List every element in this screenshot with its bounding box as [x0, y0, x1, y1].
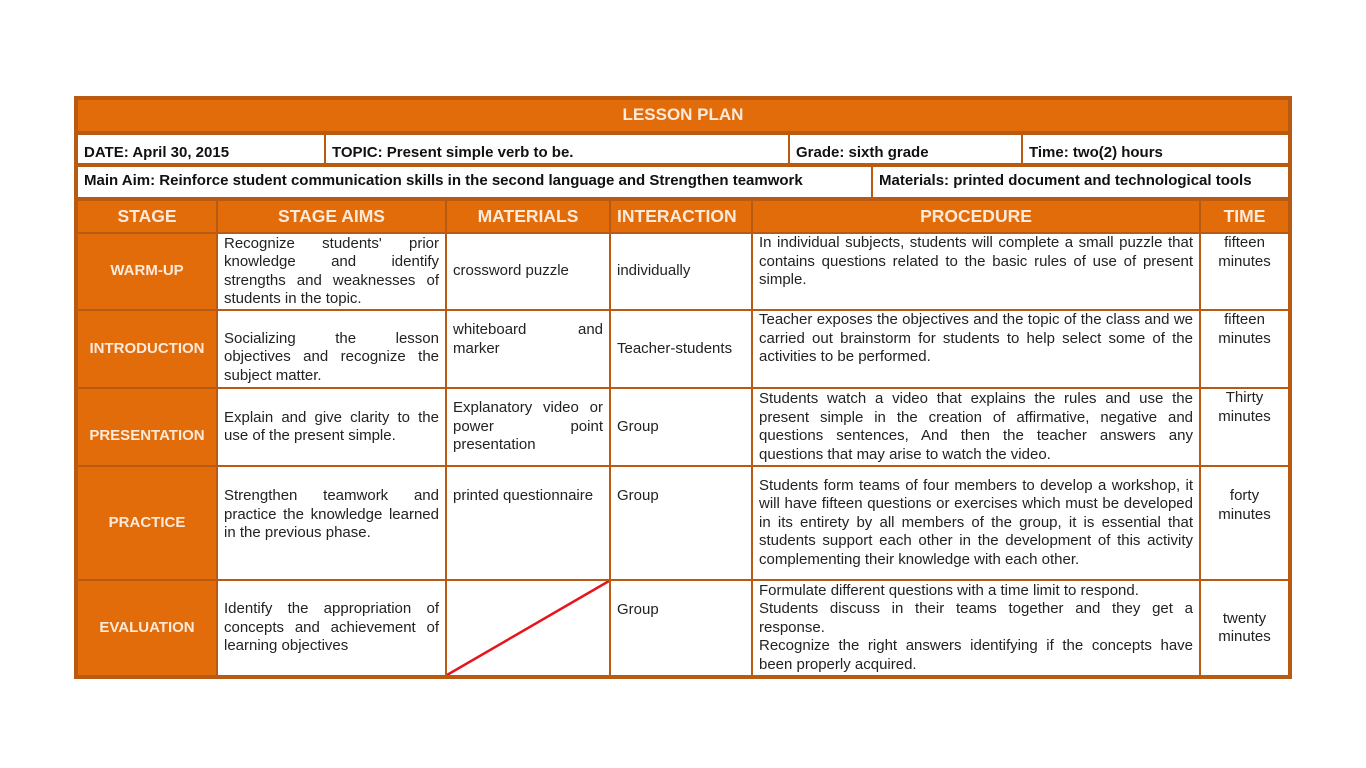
aims-cell: Identify the appropriation of concepts and achievement of learning objectives [217, 580, 446, 676]
aims-cell: Recognize students' prior knowledge and identify strengths and weaknesses of students in the topic. [217, 233, 446, 310]
materials-cell: Materials: printed document and technological tools [872, 166, 1289, 198]
header-materials: MATERIALS [446, 200, 610, 233]
lesson-plan-table [74, 96, 1292, 679]
header-procedure: PROCEDURE [752, 200, 1200, 233]
materials-cell: whiteboard and marker [446, 310, 610, 388]
grade-cell: Grade: sixth grade [789, 134, 1022, 164]
info-row [76, 133, 1290, 165]
procedure-cell: In individual subjects, students will complete a small puzzle that contains questions related to the basic rules of use of present simple. [752, 233, 1200, 310]
time-cell: twenty minutes [1200, 580, 1289, 676]
procedure-cell: Formulate different questions with a time limit to respond. Students discuss in their teams together and they get a response. Recognize the right answers identifying if the concepts have been properly acquired. [752, 580, 1200, 676]
procedure-cell: Students watch a video that explains the rules and use the present simple in the creation of affirmative, negative and questions sentences, And then the teacher answers any questions that may arise to watch the video. [752, 388, 1200, 466]
stage-cell: EVALUATION [77, 580, 217, 676]
stage-cell: INTRODUCTION [77, 310, 217, 388]
stage-cell: WARM-UP [77, 233, 217, 310]
header-time: TIME [1200, 200, 1289, 233]
header-stage: STAGE [77, 200, 217, 233]
materials-cell: printed questionnaire [446, 466, 610, 580]
materials-cell-empty [446, 580, 610, 676]
interaction-cell: Group [610, 388, 752, 466]
interaction-cell: Group [610, 580, 752, 676]
diagonal-slash [447, 581, 609, 675]
lesson-plan-title: LESSON PLAN [77, 99, 1289, 132]
topic-cell: TOPIC: Present simple verb to be. [325, 134, 789, 164]
materials-cell: crossword puzzle [446, 233, 610, 310]
materials-cell: Explanatory video or power point presentation [446, 388, 610, 466]
time-cell: Thirty minutes [1200, 388, 1289, 466]
time-cell: forty minutes [1200, 466, 1289, 580]
interaction-cell: Teacher-students [610, 310, 752, 388]
table-row [77, 466, 1289, 580]
table-row [77, 388, 1289, 466]
interaction-cell: Group [610, 466, 752, 580]
date-cell: DATE: April 30, 2015 [77, 134, 325, 164]
procedure-cell: Students form teams of four members to develop a workshop, it will have fifteen questions or exercises which must be developed in its entirety by all members of the group, it is essential that students support each other in the development of this activity complementing their knowledge with each other. [752, 466, 1200, 580]
time-cell: fifteen minutes [1200, 233, 1289, 310]
aim-row [76, 165, 1290, 199]
header-stage-aims: STAGE AIMS [217, 200, 446, 233]
procedure-cell: Teacher exposes the objectives and the topic of the class and we carried out brainstorm for students to help select some of the activities to be performed. [752, 310, 1200, 388]
stage-cell: PRESENTATION [77, 388, 217, 466]
aims-cell: Explain and give clarity to the use of the present simple. [217, 388, 446, 466]
time-cell: Time: two(2) hours [1022, 134, 1289, 164]
table-row [77, 580, 1289, 676]
time-cell: fifteen minutes [1200, 310, 1289, 388]
aims-cell: Socializing the lesson objectives and recognize the subject matter. [217, 310, 446, 388]
stage-cell: PRACTICE [77, 466, 217, 580]
table-row [77, 310, 1289, 388]
header-interaction: INTERACTION [610, 200, 752, 233]
interaction-cell: individually [610, 233, 752, 310]
stages-table [76, 199, 1290, 677]
main-aim-cell: Main Aim: Reinforce student communication skills in the second language and Strengthen teamwork [77, 166, 872, 198]
table-row [77, 233, 1289, 310]
header-row [77, 200, 1289, 233]
aims-cell: Strengthen teamwork and practice the knowledge learned in the previous phase. [217, 466, 446, 580]
